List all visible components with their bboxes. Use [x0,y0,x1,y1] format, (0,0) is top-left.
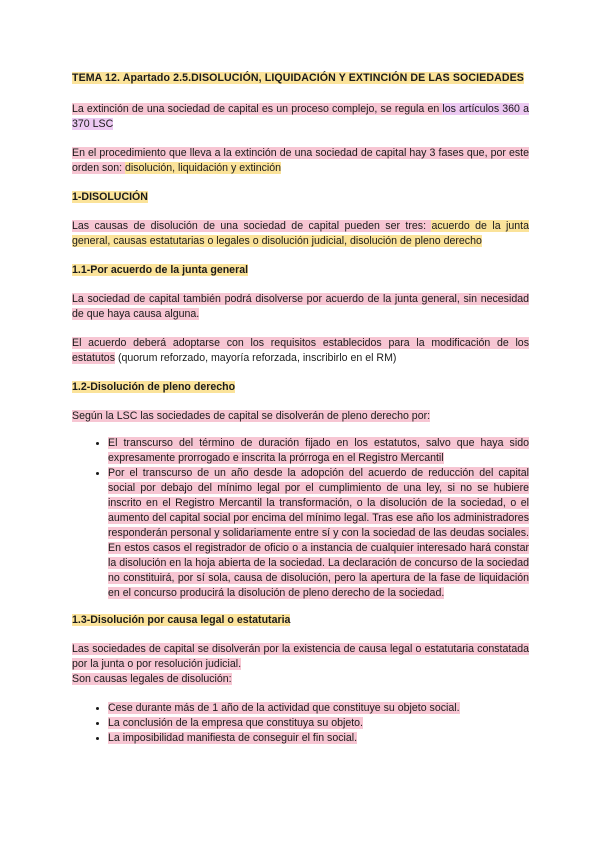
section-1-2-list [72,436,529,601]
page-title: TEMA 12. Apartado 2.5.DISOLUCIÓN, LIQUIDACIÓN Y EXTINCIÓN DE LAS SOCIEDADES [72,72,524,84]
list-item: • El transcurso del término de duración fijado en los estatutos, salvo que haya sido expresamente prorrogado e inscrita la prórroga en el Registro Mercantil [108,436,529,466]
section-heading-1: 1-DISOLUCIÓN [72,191,148,203]
document-content [72,71,529,746]
section-1-paragraph: Las causas de disolución de una sociedad de capital pueden ser tres: acuerdo de la junta general, causas estatutarias o legales o disolución judicial, disolución de pleno derecho [72,220,529,247]
section-1-3-list [72,701,529,746]
list-item: • La imposibilidad manifiesta de conseguir el fin social. [108,731,529,746]
section-heading-1-2: 1.2-Disolución de pleno derecho [72,381,236,393]
section-heading-1-1: 1.1-Por acuerdo de la junta general [72,264,249,276]
intro-paragraph-1: La extinción de una sociedad de capital es un proceso complejo, se regula en los artículos 360 a 370 LSC [72,103,529,130]
section-1-2-intro: Según la LSC las sociedades de capital se disolverán de pleno derecho por: [72,410,431,422]
section-1-3-paragraph-1: Las sociedades de capital se disolverán por la existencia de causa legal o estatutaria constatada por la junta o por resolución judicial. [72,643,529,670]
intro-paragraph-2: En el procedimiento que lleva a la extinción de una sociedad de capital hay 3 fases que, por este orden son: disolución, liquidación y extinción [72,147,529,174]
section-1-1-paragraph-2: El acuerdo deberá adoptarse con los requisitos establecidos para la modificación de los estatutos (quorum reforzado, mayoría reforzada, inscribirlo en el RM) [72,337,529,364]
section-1-3-paragraph-2: Son causas legales de disolución: [72,673,232,685]
list-item: • Cese durante más de 1 año de la actividad que constituye su objeto social. [108,701,529,716]
section-1-1-paragraph-1: La sociedad de capital también podrá disolverse por acuerdo de la junta general, sin necesidad de que haya causa alguna. [72,293,529,320]
list-item: • Por el transcurso de un año desde la adopción del acuerdo de reducción del capital social por debajo del mínimo legal por el cumplimiento de una ley, si no se hubiere inscrito en el Registro Mercantil la transformación, o la disolución de la sociedad, o el aumento del capital social por encima del mínimo legal. Tras ese año los administradores responderán personal y solidariamente entre sí y con la sociedad de las deudas sociales. En estos casos el registrador de oficio o a instancia de cualquier interesado hará constar la disolución en la hoja abierta de la sociedad. La declaración de concurso de la sociedad no constituirá, por sí sola, causa de disolución, pero la apertura de la fase de liquidación en el concurso producirá la disolución de pleno derecho de la sociedad. [108,466,529,601]
list-item: • La conclusión de la empresa que constituya su objeto. [108,716,529,731]
section-heading-1-3: 1.3-Disolución por causa legal o estatutaria [72,614,291,626]
